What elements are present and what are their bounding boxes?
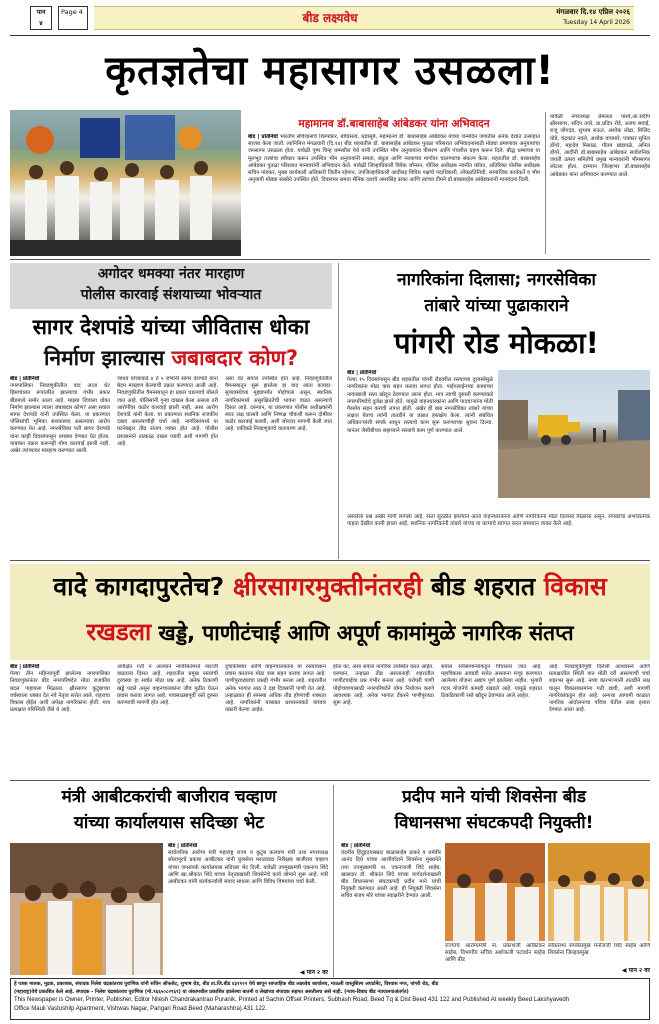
footer-line3: This Newspaper is Owner, Printer, Publisher, Editor Nilesh Chandrakantrao Puranik, Printed at Sachin Offset Printers, Subhash Road, Beed Tq & Dist Beed 431 122 and Published At weekly Beed Lakshyavedh — [14, 997, 570, 1003]
meeting-illustration — [10, 843, 163, 975]
lead-byline: बीड | प्रतिनिधी — [248, 134, 278, 140]
story4-col5: सवाल सर्वसामान्यांकडून विचारला जात आहे. महाविकास आघाडी सत्तेत असताना मंजूर करण्यात आलेल्या योजना अद्याप पूर्ण झालेल्या नाहीत. भुयारी गटार योजनेचे कामही रखडले आहे. यामुळे शहरात ठिकठिकाणी रस्ते खोदून ठेवण्यात आले आहेत. — [441, 664, 542, 699]
story2-byline: बीड | प्रतिनिधी — [10, 376, 40, 382]
story2-col1-text: नगरपालिका निवडणुकीतील वाद आता थेट हिंसाचारात रूपांतरित झाल्याचा गंभीर प्रकार बीडमध्ये समोर आला आहे. माझ्या जिवाला धोका निर्माण झाल्यास त्याला जबाबदार कोण? असा सवाल सागर देशपांडे यांनी उपस्थित केला. या प्रकरणात पोलिसांची भूमिका संशयास्पद असल्याचा आरोप करण्यात येत आहे. नगरसेविका पती सागर देशपांडे यांना काही दिवसांपासून धमक्या देण्यात येत होत्या. याबाबत तक्रार करूनही योग्य कारवाई झाली नाही. अखेर त्यांच्यावर मारहाण करण्यात आली. — [10, 383, 110, 455]
story2-col2: जाधव यांच्याकडे ४ ते ५ जणांनी सागर देशपांडे यांना बेदम मारहाण केल्याची तक्रार करण्यात आली आहे. निवडणुकीतील वैमनस्यातून हा प्रकार घडल्याचे बोलले जात आहे. पोलिसांनी गुन्हा दाखल केला असला तरी आरोपींवर कठोर कारवाई झाली नाही, असा आरोप देशपांडे यांनी केला. या प्रकरणात स्थानिक राजकीय दबाव असल्याचीही चर्चा आहे. नागरिकांमध्ये या घटनेबद्दल तीव्र संताप व्यक्त होत आहे. पोलीस प्रशासनाने तात्काळ दखल घ्यावी अशी मागणी होत आहे. — [117, 376, 218, 447]
lead-subhead: महामानव डॉ.बाबासाहेब आंबेडकर यांना अभिवादन — [298, 118, 490, 130]
lead-body-text: भारतीय संविधानाचे शिल्पकार, बोधिसत्व, प्रज्ञासूर्य, महामानव डॉ. बाबासाहेब आंबेडकर यांच्या जन्मदिन जगातील अनेक देशांत उत्साहात साजरा केला जातो. त्यानिमित्त मंगळवारी (दि.१४) बीड शहरातील डॉ. बाबासाहेब आंबेडकर पुतळा परिसरात अभिवादनासाठी मोठ्या प्रमाणावर अनुयायांचा जनसागर उसळला होता. यावेळी पुष्प चिन्ह धम्मशील येथे यांनी उपस्थित भीम अनुयायांना त्रीशरण आणि पंचशील ग्रहण करून दिले. बौद्ध धम्माच्या या मूलभूत तत्त्वांचा स्वीकार करून उपस्थित भीम अनुयायांनी समता, बंधुता आणि न्यायाच्या मार्गावर चालण्याचा संकल्प केला. शहरातील डॉ. बाबासाहेब आंबेडकर पुतळा परिसरात मान्यवरांनी अभिवादन केले. यावेळी जिल्हाधिकारी विवेक जॉन्सन, पोलिस अधीक्षक नवनीत कॉवत, अतिरिक्त पोलीस अधीक्षक सचिन पांडकर, मुख्य कार्यकारी अधिकारी जितीन रहेमान, उपजिल्हाधिकारी आदींसह विविध पक्षांचे पदाधिकारी, लोकप्रतिनिधी, सामाजिक कार्यकर्ते व भीम अनुयायी मोठ्या संख्येने उपस्थित होते. दिवसभर समता सैनिक दलाचे अमरसिंह ढाका आणि त्यांच्या टीमने डॉ.बाबासाहेब आंबेडकरांनी मानवंदना दिली. — [248, 134, 540, 184]
story2-headline2 — [10, 343, 332, 373]
story4-rule — [10, 780, 650, 781]
story4-byline: बीड | प्रतिनिधी — [10, 664, 40, 670]
story4-col1 — [10, 664, 110, 776]
story4-headline-1b: क्षीरसागरमुक्तीनंतरही — [232, 572, 423, 601]
story5-photo — [10, 843, 163, 975]
story6-photo-2 — [548, 843, 650, 941]
story3-rule — [10, 560, 650, 561]
story6-caption2: लोकसभा संपर्कप्रमुख मनोजजी शिंदे साहेब आणि शिवसेना जिल्हाप्रमुख — [548, 943, 650, 956]
date-en: Tuesday 14 April 2026 — [563, 19, 630, 26]
story2-kicker-line1: अगोदर धमक्या नंतर मारहाण — [97, 266, 245, 282]
lead-rule — [10, 259, 650, 260]
story2-kicker — [10, 263, 332, 309]
page-number: ४ — [39, 19, 43, 27]
story2-headline1: सागर देशपांडे यांच्या जीवितास धोका — [32, 315, 310, 339]
story6-body — [341, 843, 441, 971]
date-mr: मंगळवार दि.१४ एप्रिल २०२६ — [556, 8, 630, 16]
lead-side: यावेळी नगराध्यक्ष प्रेमलता पारवे,आ.संदीप क्षीरसागर, संदिप उपरे, प्रा.प्रदिप रोडे, अजय सवाई, राजु जोगदंड, सुभाष राऊत, अशोक लोढा, मिलिंद घोडे, चंद्रकांत नवले, अशोक वाघमारे, पत्रकार सुनिल डोंगरे, महादेव मिसाळ, गौतम खंडागळे, अनिल डोंगरे, आदींनी डॉ.बाबासाहेब आंबेडकर सार्वजनिक जयंती उत्सव समितीचे प्रमुख मान्यवरांनी भीमसागर लोटला होता. दरम्यान जिल्हाभर डॉ.बाबासाहेब आंबेडकर यांना अभिवादन करण्यात आले. — [550, 114, 650, 178]
story4-headline-1d: विकास — [543, 572, 607, 601]
group-illustration — [548, 843, 650, 941]
road-illustration — [498, 370, 650, 498]
story5-divider — [333, 785, 334, 977]
story4-headline-2a: रखडला — [86, 618, 152, 646]
story2-headline2b: जबाबदार कोण? — [171, 346, 299, 370]
story4-col3: दुचाकीस्वार आणि वाहनचालकांना या रस्त्यावरून प्रवास करताना मोठा त्रास सहन करावा लागत आहे. पाणीपुरवठ्याचा प्रश्नही गंभीर बनला आहे. शहरातील अनेक भागांत आठ ते दहा दिवसांनी पाणी येत आहे. उन्हाळ्यात ही समस्या अधिक तीव्र होण्याची शक्यता आहे. नागरिकांनी याबाबत प्रशासनाकडे वारंवार तक्रारी केल्या आहेत. — [225, 664, 326, 714]
story5-headline1: मंत्री आबीटकरांची बाजीराव चव्हाण — [61, 787, 277, 807]
story4-headline-1c: बीड शहरात — [431, 572, 536, 601]
story6-caption1: राज्याचे आरोग्यमंत्री ना. प्रकाशजी आबिटकर साहेब, विभागीय सचिव अशोकजी पटवर्धन साहेब आणि बीड — [445, 943, 545, 963]
footer-line1: हे पत्रक मालक, मुद्रक, प्रकाशक, संपादक निलेश चंद्रकांतराव पुराणिक यांनी सचिन ऑफसेट, सुभाष रोड, बीड ता.जि.बीड ४३११२२ येथे छापून साप्ताहिक बीड लक्ष्यवेध कार्यालय, माऊली वास्तुशिल्प अपार्टमेंट, विश्वास नगर, पांगरी रोड, बीड — [14, 981, 439, 987]
story3-headline3: पांगरी रोड मोकळा! — [394, 326, 599, 360]
story3-headline1: नागरिकांना दिलासा; नगरसेविका — [397, 270, 596, 290]
lead-photo — [10, 110, 241, 256]
story4-col6: आहे. निवडणुकीपूर्वी दिलेली आश्वासने आणि प्रत्यक्षातील स्थिती यात मोठी दरी असल्याची चर्चा शहरभर सुरू आहे. नव्या कारभाऱ्यांनी तातडीने लक्ष घालून विकासकामांना गती द्यावी, अशी मागणी नागरिकांकडून होत आहे. अन्यथा आगामी काळात नागरिक आंदोलनाचा पवित्रा घेतील असा इशारा देण्यात आला आहे. — [549, 664, 650, 714]
story2-divider — [338, 263, 339, 559]
story4-headline-line1 — [10, 567, 650, 607]
footer-line2: (महाराष्ट्र)येथे प्रकाशित केले आहे. संपादक - निलेश चंद्रकांतराव पुराणिक (मो.९६६५०८२९६९) या अंकामधील प्रकाशित झालेल्या बातमी व लेखांच्या संपादक सहमत असतीलच असे नाही. (न्याय-विवाद बीड न्यायालयाअंतर्गत) — [14, 989, 409, 995]
story6-photo-1 — [445, 843, 545, 941]
masthead-rule — [10, 35, 650, 36]
story3-body — [347, 370, 493, 512]
felicitation-illustration — [445, 843, 545, 941]
story6-headline2: विधानसभा संघटकपदी नियुक्ती! — [394, 813, 594, 833]
page-en: Page 4 — [58, 6, 88, 30]
footer — [10, 978, 650, 1020]
story4-col4: होता का, असा सवाल नागरिक उपस्थित करत आहेत. दरम्यान, उन्हाळा तीव्र असतानाही शहरातील पाणीटंचाईचा प्रश्न गंभीर बनला आहे. घरोघरी पाणी पोहोचवण्यासाठी नगरपरिषदेने योग्य नियोजन करणे आवश्यक आहे. अनेक भागांत टँकरने पाणीपुरवठा सुरू आहे. — [333, 664, 434, 707]
story3-headline2: तांबारे यांच्या पुढाकाराने — [424, 296, 569, 316]
story2-headline2a: निर्माण झाल्यास — [43, 346, 165, 370]
story3-caption: असलेला प्रश्न अखेर मार्गी लागला आहे. रस्ता सुरळीत झाल्याने आता वाहनधारकांना आणि नागरिकांना मोठा दिलासा मिळाला असून, संपर्काचा अभावात्मक पाहता देखील कामी झाला आहे. स्थानिक नागरिकांनी तांबारे यांच्या या कामाचे स्वागत करत समाधान व्यक्त केले आहे. — [347, 514, 650, 527]
footer-line4: Office Mauli Vastushilp Apartment, Vishwas Nagar, Pangari Road Beed (Maharashtra).431 122. — [14, 1006, 267, 1012]
story2-kicker-line2: पोलीस कारवाई संशयाच्या भोवऱ्यात — [80, 287, 262, 303]
story2-col1 — [10, 376, 110, 554]
paper-name: बीड लक्ष्यवेध — [302, 11, 358, 25]
road-photo — [498, 370, 650, 498]
story6-byline: बीड | प्रतिनिधी — [341, 843, 371, 849]
story5-jump[interactable]: ◀ पान २ वर — [299, 969, 328, 976]
story3-byline: बीड | प्रतिनिधी — [347, 370, 377, 376]
story6-headline1: प्रदीप माने यांची शिवसेना बीड — [402, 787, 586, 807]
story5-headline2: यांच्या कार्यालयास सदिच्छा भेट — [73, 813, 265, 833]
story2-col3: असा थेट सवाल उपस्थित होत आहे. निवडणुकीतील वैमनस्यातून सुरू झालेला हा वाद आता कायदा-सुव्यवस्थेच्या मुद्द्यापर्यंत पोहोचला असून, स्थानिक नागरिकांमध्ये असुरक्षिततेची भावना वाढत असल्याचे दिसत आहे. दरम्यान, या प्रकरणात पोलीस अधीक्षकांनी स्वतः लक्ष घालावे आणि निष्पक्ष चौकशी करून दोषींवर कठोर कारवाई करावी, अशी जोरदार मागणी केली जात आहे. एकीकडे निवडणुकांचे वातावरण आहे. — [225, 376, 332, 433]
story4-col2: अपेक्षित गती न आल्याने नागरिकांमध्ये नाराजी वाढताना दिसत आहे. शहरातील प्रमुख रस्त्यांची दुरवस्था हा सर्वात मोठा प्रश्न आहे. अनेक ठिकाणी खड्डे पडले असून वाहनचालकांना जीव मुठीत घेऊन प्रवास करावा लागत आहे. पावसाळ्यापूर्वी रस्ते दुरुस्त करण्याची मागणी होत आहे. — [117, 664, 218, 707]
story4-col1-text: गेल्या तीन महिन्यांपूर्वी झालेल्या नगरपालिका निवडणुकांनंतर बीड नगरपरिषदेत मोठा राजकीय बदल पाहायला मिळाला. क्षीरसागर कुटुंबाच्या वर्चस्वाला धक्का देत नवे नेतृत्व सत्तेत आले. शहराचा विकास होईल अशी अपेक्षा नागरिकांना होती. मात्र प्रत्यक्षात परिस्थिती जैसे थे आहे. — [10, 671, 110, 714]
story5-byline: बीड | प्रतिनिधी — [168, 843, 198, 849]
lead-divider — [545, 112, 546, 254]
page-label: पान — [36, 8, 46, 16]
page-label-box — [30, 6, 52, 30]
story4-headline-2b: खड्डे, पाणीटंचाई आणि अपूर्ण कामांमुळे नागरिक संतप्त — [158, 621, 574, 645]
masthead — [0, 0, 659, 36]
story5-body-text: सार्वजनिक आरोग्य मंत्री महाराष्ट्र राज्य व कुटुंब कल्याण मंत्री तथा नगराध्यक्ष सोलापूरचे प्रकाश आबीटकर यांनी युवासेना मराठवाडा निरीक्षक बाजीराव चव्हाण यांच्या जनसंपर्क कार्यालयास सदिच्छा भेट दिली. यावेळी उपमुख्यमंत्री एकनाथ शिंदे आणि खा.श्रीकांत शिंदे यांच्या नेतृत्वाखाली शिवसेनेचे कार्य जोमाने सुरू आहे. मंत्री आबीटकर यांनी कार्यकर्त्यांशी संवाद साधला आणि विविध विषयांवर चर्चा केली. — [168, 850, 328, 886]
story5-body — [168, 843, 328, 971]
lead-body — [248, 134, 540, 254]
story4-headline-line2 — [10, 612, 650, 653]
lead-headline: कृतज्ञतेचा महासागर उसळला! — [105, 48, 555, 94]
story6-jump[interactable]: ◀ पान २ वर — [621, 967, 650, 974]
story3-body-text: गेल्या १५ दिवसांपासून बीड शहरातील पांगरी रोडवरील रस्त्याच्या दुरवस्थेमुळे नागरिकांना मोठा त्रास सहन करावा लागत होता. पाईपलाईनच्या कामाच्या नावाखाली रस्ता खोदून ठेवण्यात आला होता. मात्र त्याची दुरुस्ती करण्याकडे नगरपरिषदेचे दुर्लक्ष झाले होते. यामुळे वाहनधारकांना आणि पादचाऱ्यांना मोठी गैरसोय सहन करावी लागत होती. अखेर ही बाब नगरसेविका तांबारे यांच्या लक्षात येताच त्यांनी तातडीने या प्रश्नात हस्तक्षेप केला. त्यांनी संबंधित अधिकाऱ्यांशी संपर्क साधून रस्त्याचे काम सुरू करण्याच्या सूचना दिल्या. यानंतर जेसीबीच्या सहाय्याने रस्त्याचे काम पूर्ण करण्यात आले. — [347, 377, 493, 434]
story4-headline-1a: वादे कागदापुरतेच? — [53, 572, 225, 601]
story6-body-text: वंदनीय हिंदुहृदयसम्राट बाळासाहेब ठाकरे व धर्मवीर आनंद दिघे यांच्या आशीर्वादाने शिवसेना मुख्यनेते तथा उपमुख्यमंत्री ना. एकनाथजी शिंदे साहेब, खासदार डॉ. श्रीकांत शिंदे यांच्या मार्गदर्शनाखाली बीड विधानसभा संघटकपदी प्रदीप माने यांची नियुक्ती करण्यात आली आहे. ही नियुक्ती शिवसेना सचिव संजय मोरे यांच्या स्वाक्षरीने देण्यात आली. — [341, 850, 441, 900]
crowd-illustration — [10, 110, 241, 256]
